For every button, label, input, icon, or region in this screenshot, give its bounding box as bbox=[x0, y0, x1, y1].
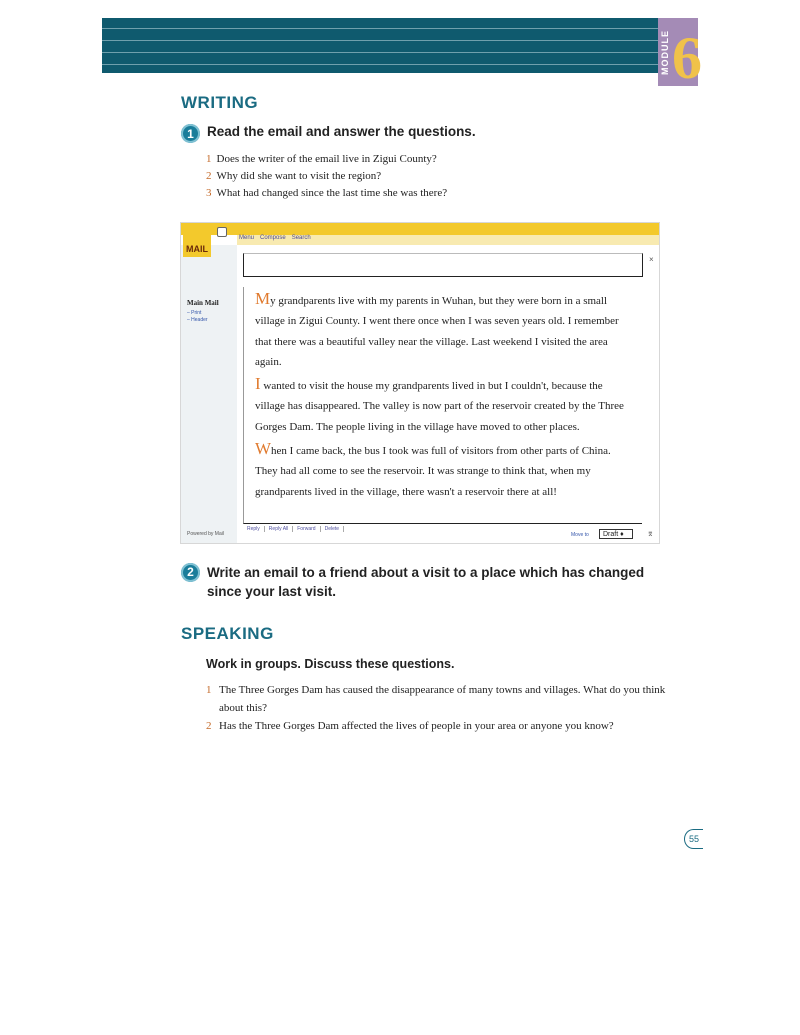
reply-all-button[interactable]: Reply All bbox=[265, 526, 293, 532]
speaking-instruction: Work in groups. Discuss these questions. bbox=[206, 657, 455, 671]
question-text: Has the Three Gorges Dam affected the lives of people in your area or anyone you know? bbox=[219, 720, 614, 732]
email-menu bbox=[239, 235, 311, 241]
question-text: The Three Gorges Dam has caused the disappearance of many towns and villages. What do you think about this? bbox=[219, 684, 666, 714]
module-number: 6 bbox=[672, 25, 702, 91]
paragraph-text: wanted to visit the house my grandparents lived in but I couldn't, because the village has disappeared. The valley is now part of the reservoir created by the Three Gorges Dam. The people living in the village have moved to other places. bbox=[255, 380, 624, 433]
speaking-question-list bbox=[206, 681, 666, 735]
question-number: 2 bbox=[206, 170, 212, 182]
forward-button[interactable]: Forward bbox=[293, 526, 320, 532]
module-label: MODULE bbox=[660, 30, 670, 76]
delete-button[interactable]: Delete bbox=[321, 526, 344, 532]
sidebar-item-header[interactable]: – Header bbox=[187, 317, 208, 323]
paragraph-text: y grandparents live with my parents in Wuhan, but they were born in a small village in Zigui County. I went there once when I was seven years old. I remember that there was a beautiful valley near the village. Last weekend I visited the area again. bbox=[255, 295, 619, 368]
sidebar-item-print[interactable]: – Print bbox=[187, 310, 202, 316]
task-text: Write an email to a friend about a visit to a place which has changed since your last visit. bbox=[207, 565, 645, 599]
mail-logo bbox=[183, 225, 211, 257]
question-number: 1 bbox=[206, 684, 212, 696]
question-number: 3 bbox=[206, 187, 212, 199]
email-window bbox=[180, 222, 660, 544]
sidebar-links bbox=[187, 310, 208, 324]
list-item bbox=[206, 185, 447, 202]
list-item bbox=[206, 717, 666, 735]
list-item bbox=[206, 168, 447, 185]
task-number-badge: 2 bbox=[181, 563, 200, 582]
paragraph-text: hen I came back, the bus I took was full of visitors from other parts of China. They had all come to see the reservoir. It was strange to think that, when my grandparents lived in the village, there wasn't a reservoir there at all! bbox=[255, 445, 611, 498]
email-top-bar bbox=[181, 223, 659, 235]
header-banner bbox=[102, 18, 660, 73]
message-paragraph bbox=[255, 376, 635, 437]
scroll-icon[interactable]: ⌆ bbox=[647, 529, 654, 538]
page-number: 55 bbox=[684, 829, 703, 849]
drop-cap: I bbox=[255, 374, 261, 394]
writing-title: WRITING bbox=[181, 93, 259, 112]
menu-item-menu[interactable]: Menu bbox=[239, 235, 255, 241]
powered-by-text: Powered by Mail bbox=[187, 531, 224, 537]
refresh-icon[interactable] bbox=[217, 227, 227, 237]
reply-button[interactable]: Reply bbox=[243, 526, 265, 532]
message-paragraph bbox=[255, 291, 635, 372]
folder-select[interactable]: Draft ♦ bbox=[599, 529, 633, 539]
writing-question-list bbox=[206, 151, 447, 202]
email-sidebar bbox=[181, 245, 237, 543]
task-number-badge: 1 bbox=[181, 124, 200, 143]
message-paragraph bbox=[255, 441, 635, 502]
move-to-link[interactable]: Move to bbox=[571, 532, 589, 538]
module-tab bbox=[658, 18, 702, 91]
message-actions bbox=[243, 526, 344, 532]
question-number: 1 bbox=[206, 153, 212, 165]
question-text: Does the writer of the email live in Zigui County? bbox=[216, 153, 437, 165]
question-text: What had changed since the last time she was there? bbox=[216, 187, 448, 199]
mail-logo-text: MAIL bbox=[186, 244, 208, 254]
subject-field[interactable] bbox=[243, 253, 643, 277]
question-number: 2 bbox=[206, 720, 212, 732]
task-text: Read the email and answer the questions. bbox=[207, 124, 476, 139]
message-body bbox=[255, 291, 635, 502]
close-icon[interactable]: × bbox=[649, 255, 654, 264]
writing-task-1 bbox=[181, 124, 476, 143]
drop-cap: M bbox=[255, 289, 271, 308]
sidebar-title: Main Mail bbox=[187, 299, 219, 307]
writing-task-2 bbox=[181, 563, 661, 601]
menu-item-search[interactable]: Search bbox=[291, 235, 311, 241]
drop-cap: W bbox=[255, 439, 272, 459]
list-item bbox=[206, 151, 447, 168]
menu-item-compose[interactable]: Compose bbox=[260, 235, 286, 241]
list-item bbox=[206, 681, 666, 717]
question-text: Why did she want to visit the region? bbox=[216, 170, 382, 182]
speaking-title: SPEAKING bbox=[181, 624, 274, 643]
